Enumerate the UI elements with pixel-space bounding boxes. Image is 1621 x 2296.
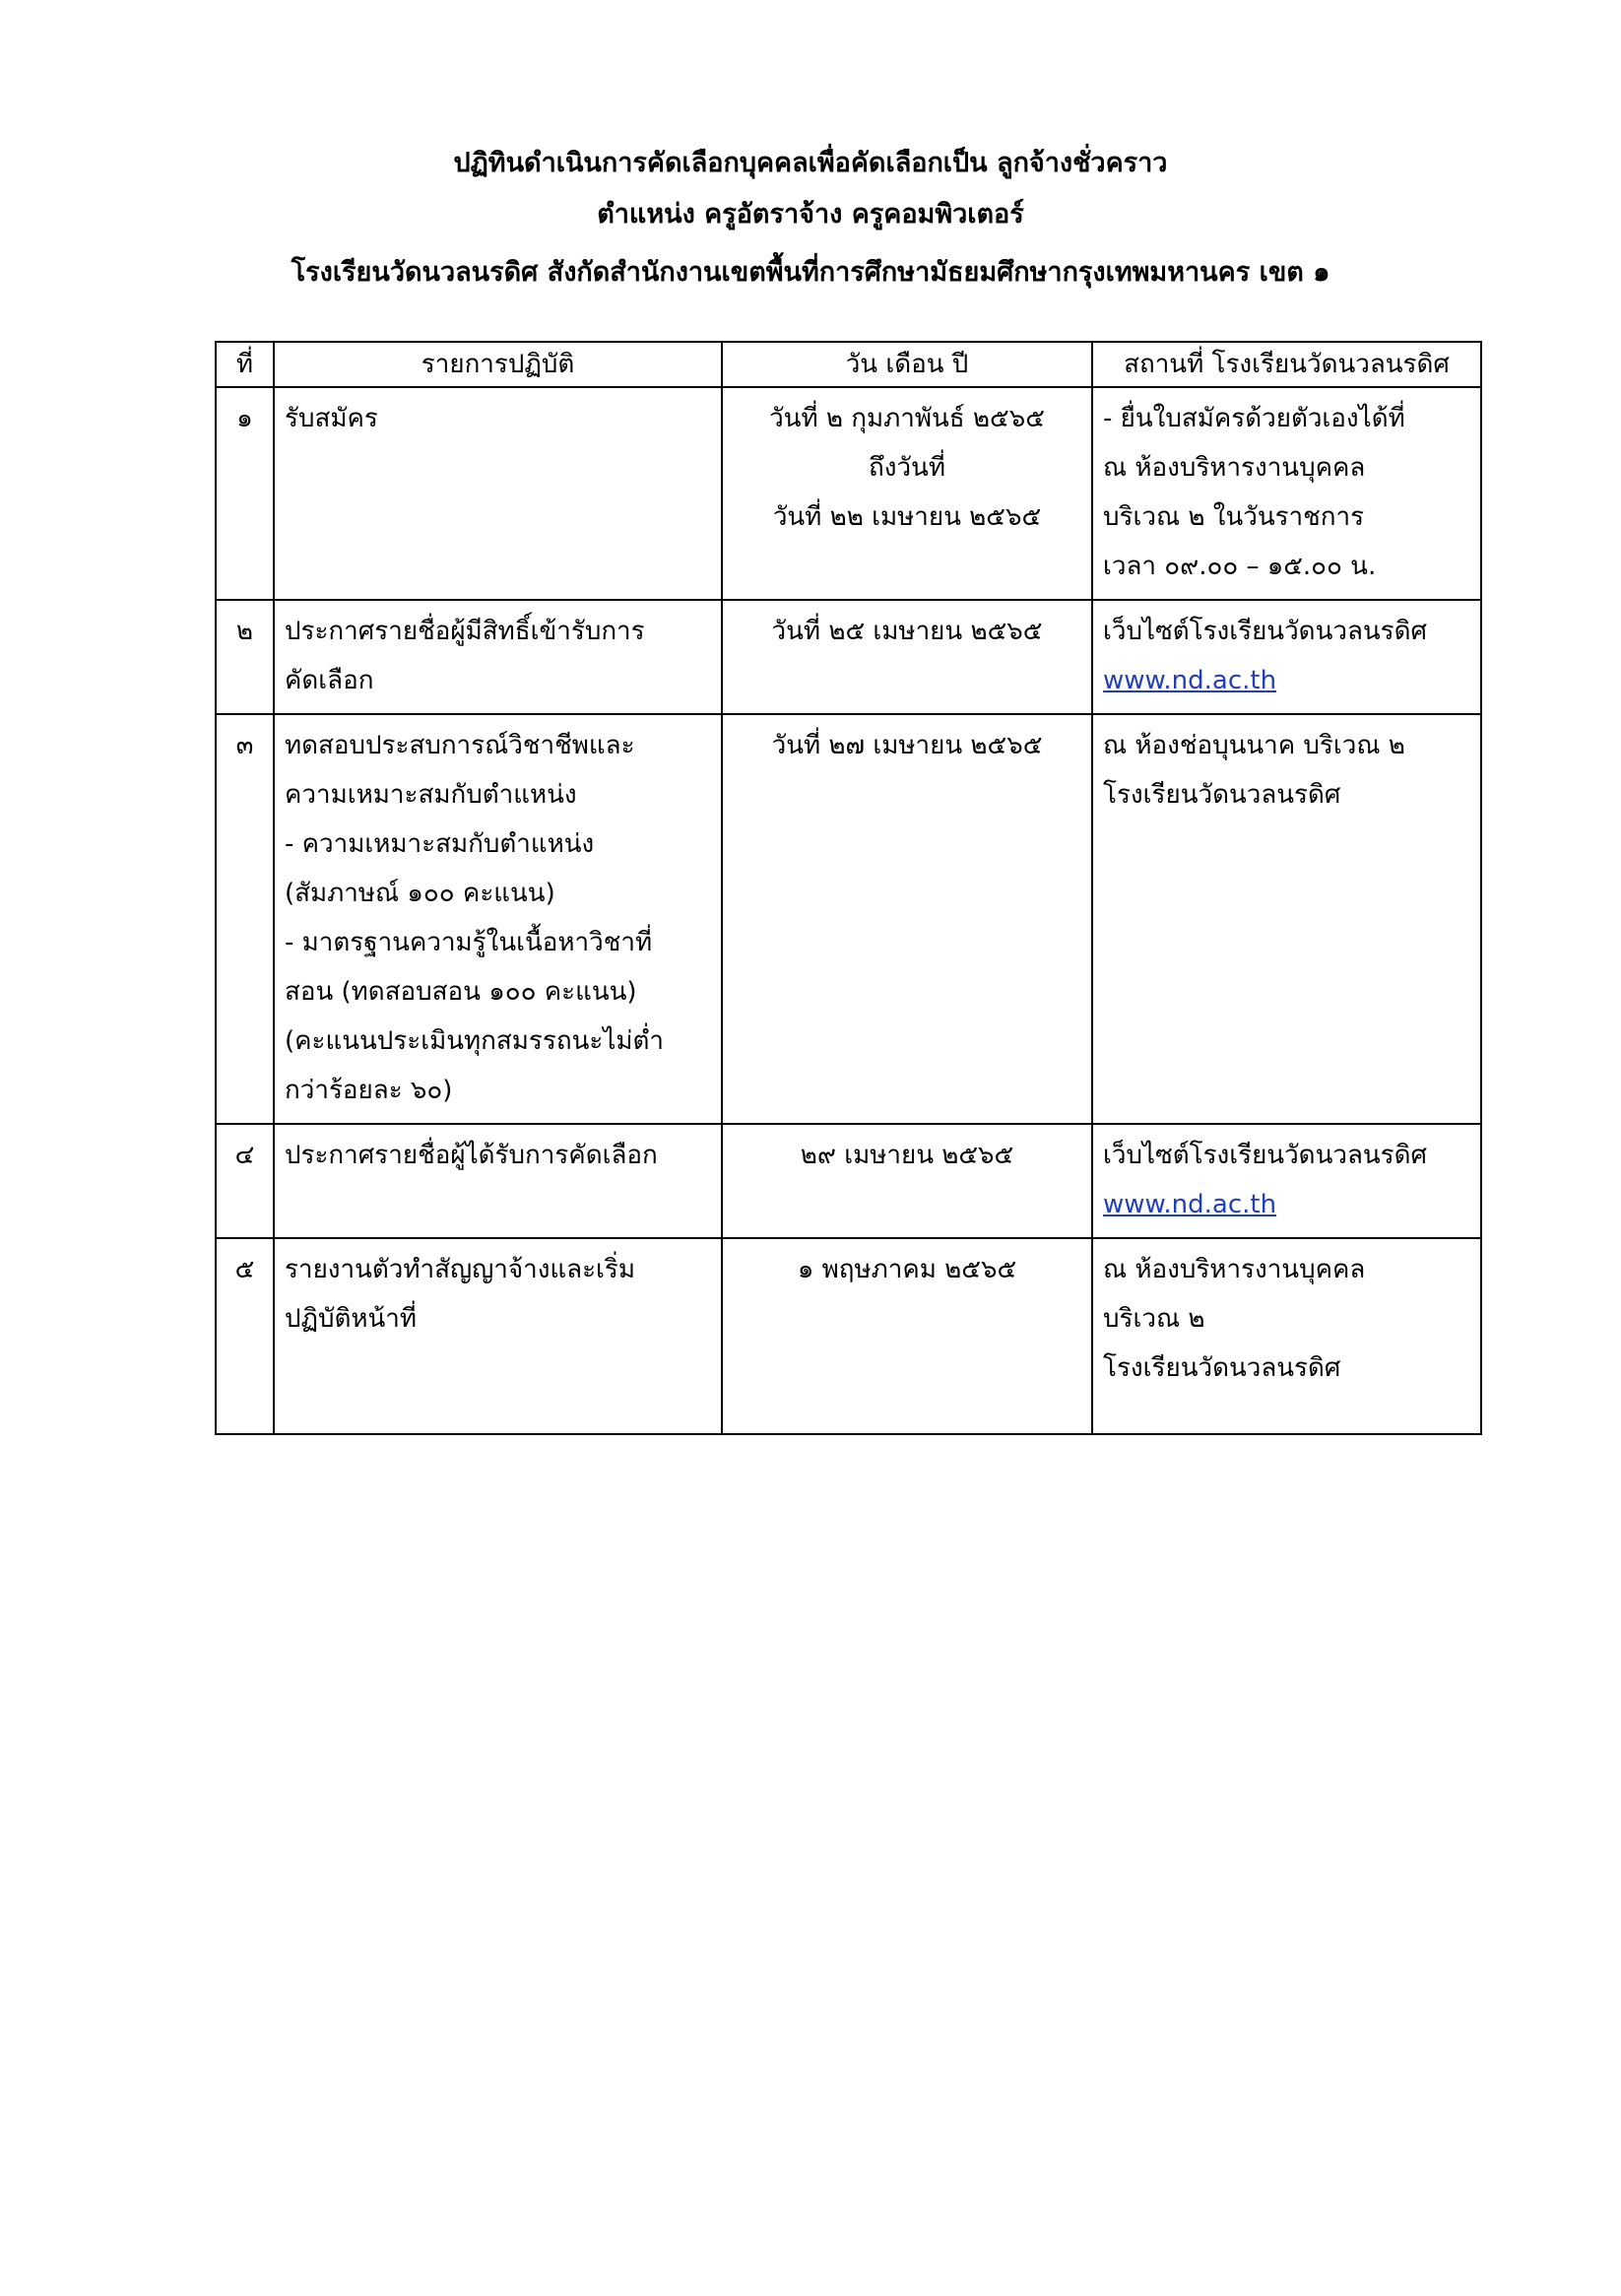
place-line: เว็บไซต์โรงเรียนวัดนวลนรดิศ bbox=[1103, 617, 1427, 646]
activity-line: ความเหมาะสมกับตำแหน่ง bbox=[285, 780, 577, 810]
table-row bbox=[216, 600, 1481, 714]
place-line: - ยื่นใบสมัครด้วยตัวเองได้ที่ bbox=[1103, 404, 1405, 433]
activity-line: รายงานตัวทำสัญญาจ้างและเริ่ม bbox=[285, 1255, 636, 1284]
activity-line: - ความเหมาะสมกับตำแหน่ง bbox=[285, 829, 595, 859]
date-line: วันที่ ๒ กุมภาพันธ์ ๒๕๖๕ bbox=[769, 404, 1045, 433]
date-line: ถึงวันที่ bbox=[869, 453, 945, 483]
place-line: โรงเรียนวัดนวลนรดิศ bbox=[1103, 780, 1341, 810]
activity-cell bbox=[274, 600, 722, 714]
place-cell bbox=[1092, 387, 1481, 600]
place-cell bbox=[1092, 600, 1481, 714]
document-title-line-2: ตำแหน่ง ครูอัตราจ้าง ครูคอมพิวเตอร์ bbox=[597, 199, 1024, 230]
activity-line: (คะแนนประเมินทุกสมรรถนะไม่ต่ำ bbox=[285, 1026, 665, 1056]
activity-line: ปฏิบัติหน้าที่ bbox=[285, 1304, 417, 1334]
header-no: ที่ bbox=[216, 342, 274, 387]
table-row bbox=[216, 1238, 1481, 1434]
activity-line: คัดเลือก bbox=[285, 666, 374, 695]
schedule-table bbox=[215, 341, 1482, 1435]
activity-cell bbox=[274, 1124, 722, 1238]
website-link[interactable]: www.nd.ac.th bbox=[1103, 666, 1277, 695]
place-line: บริเวณ ๒ bbox=[1103, 1304, 1205, 1334]
table-row bbox=[216, 714, 1481, 1124]
header-date: วัน เดือน ปี bbox=[722, 342, 1092, 387]
activity-line: สอน (ทดสอบสอน ๑๐๐ คะแนน) bbox=[285, 977, 637, 1007]
website-link[interactable]: www.nd.ac.th bbox=[1103, 1190, 1277, 1219]
date-cell bbox=[722, 714, 1092, 1124]
activity-cell bbox=[274, 714, 722, 1124]
date-line: วันที่ ๒๕ เมษายน ๒๕๖๕ bbox=[771, 617, 1043, 646]
row-number: ๓ bbox=[216, 714, 274, 1124]
place-line: ณ ห้องบริหารงานบุคคล bbox=[1103, 453, 1366, 483]
date-cell bbox=[722, 1124, 1092, 1238]
activity-line: - มาตรฐานความรู้ในเนื้อหาวิชาที่ bbox=[285, 928, 653, 957]
date-line: วันที่ ๒๒ เมษายน ๒๕๖๕ bbox=[772, 502, 1042, 532]
activity-cell bbox=[274, 387, 722, 600]
date-line: ๒๙ เมษายน ๒๕๖๕ bbox=[800, 1141, 1014, 1170]
table-row bbox=[216, 1124, 1481, 1238]
document-title-line-1: ปฏิทินดำเนินการคัดเลือกบุคคลเพื่อคัดเลือกเป็น ลูกจ้างชั่วคราว bbox=[453, 148, 1168, 178]
place-line: ณ ห้องบริหารงานบุคคล bbox=[1103, 1255, 1366, 1284]
place-line: บริเวณ ๒ ในวันราชการ bbox=[1103, 502, 1365, 532]
activity-line: กว่าร้อยละ ๖๐) bbox=[285, 1076, 453, 1105]
activity-line: ประกาศรายชื่อผู้ได้รับการคัดเลือก bbox=[285, 1141, 658, 1170]
place-line: ณ ห้องช่อบุนนาค บริเวณ ๒ bbox=[1103, 731, 1405, 760]
date-cell bbox=[722, 387, 1092, 600]
activity-line: รับสมัคร bbox=[285, 404, 378, 433]
activity-line: (สัมภาษณ์ ๑๐๐ คะแนน) bbox=[285, 879, 555, 908]
place-cell bbox=[1092, 714, 1481, 1124]
header-place: สถานที่ โรงเรียนวัดนวลนรดิศ bbox=[1092, 342, 1481, 387]
document-title-line-3: โรงเรียนวัดนวลนรดิศ สังกัดสำนักงานเขตพื้นที่การศึกษามัธยมศึกษากรุงเทพมหานคร เขต ๑ bbox=[291, 257, 1330, 288]
date-line: ๑ พฤษภาคม ๒๕๖๕ bbox=[797, 1255, 1017, 1284]
place-line: โรงเรียนวัดนวลนรดิศ bbox=[1103, 1353, 1341, 1383]
header-activity: รายการปฏิบัติ bbox=[274, 342, 722, 387]
place-line: เว็บไซต์โรงเรียนวัดนวลนรดิศ bbox=[1103, 1141, 1427, 1170]
row-number: ๕ bbox=[216, 1238, 274, 1434]
row-number: ๒ bbox=[216, 600, 274, 714]
date-cell bbox=[722, 1238, 1092, 1434]
activity-line: ทดสอบประสบการณ์วิชาชีพและ bbox=[285, 731, 635, 760]
table-header-row bbox=[216, 342, 1481, 387]
activity-line: ประกาศรายชื่อผู้มีสิทธิ์เข้ารับการ bbox=[285, 617, 645, 646]
row-number: ๑ bbox=[216, 387, 274, 600]
place-cell bbox=[1092, 1124, 1481, 1238]
row-number: ๔ bbox=[216, 1124, 274, 1238]
activity-cell bbox=[274, 1238, 722, 1434]
date-cell bbox=[722, 600, 1092, 714]
date-line: วันที่ ๒๗ เมษายน ๒๕๖๕ bbox=[771, 731, 1043, 760]
table-row bbox=[216, 387, 1481, 600]
place-line: เวลา ๐๙.๐๐ – ๑๕.๐๐ น. bbox=[1103, 552, 1377, 581]
place-cell bbox=[1092, 1238, 1481, 1434]
